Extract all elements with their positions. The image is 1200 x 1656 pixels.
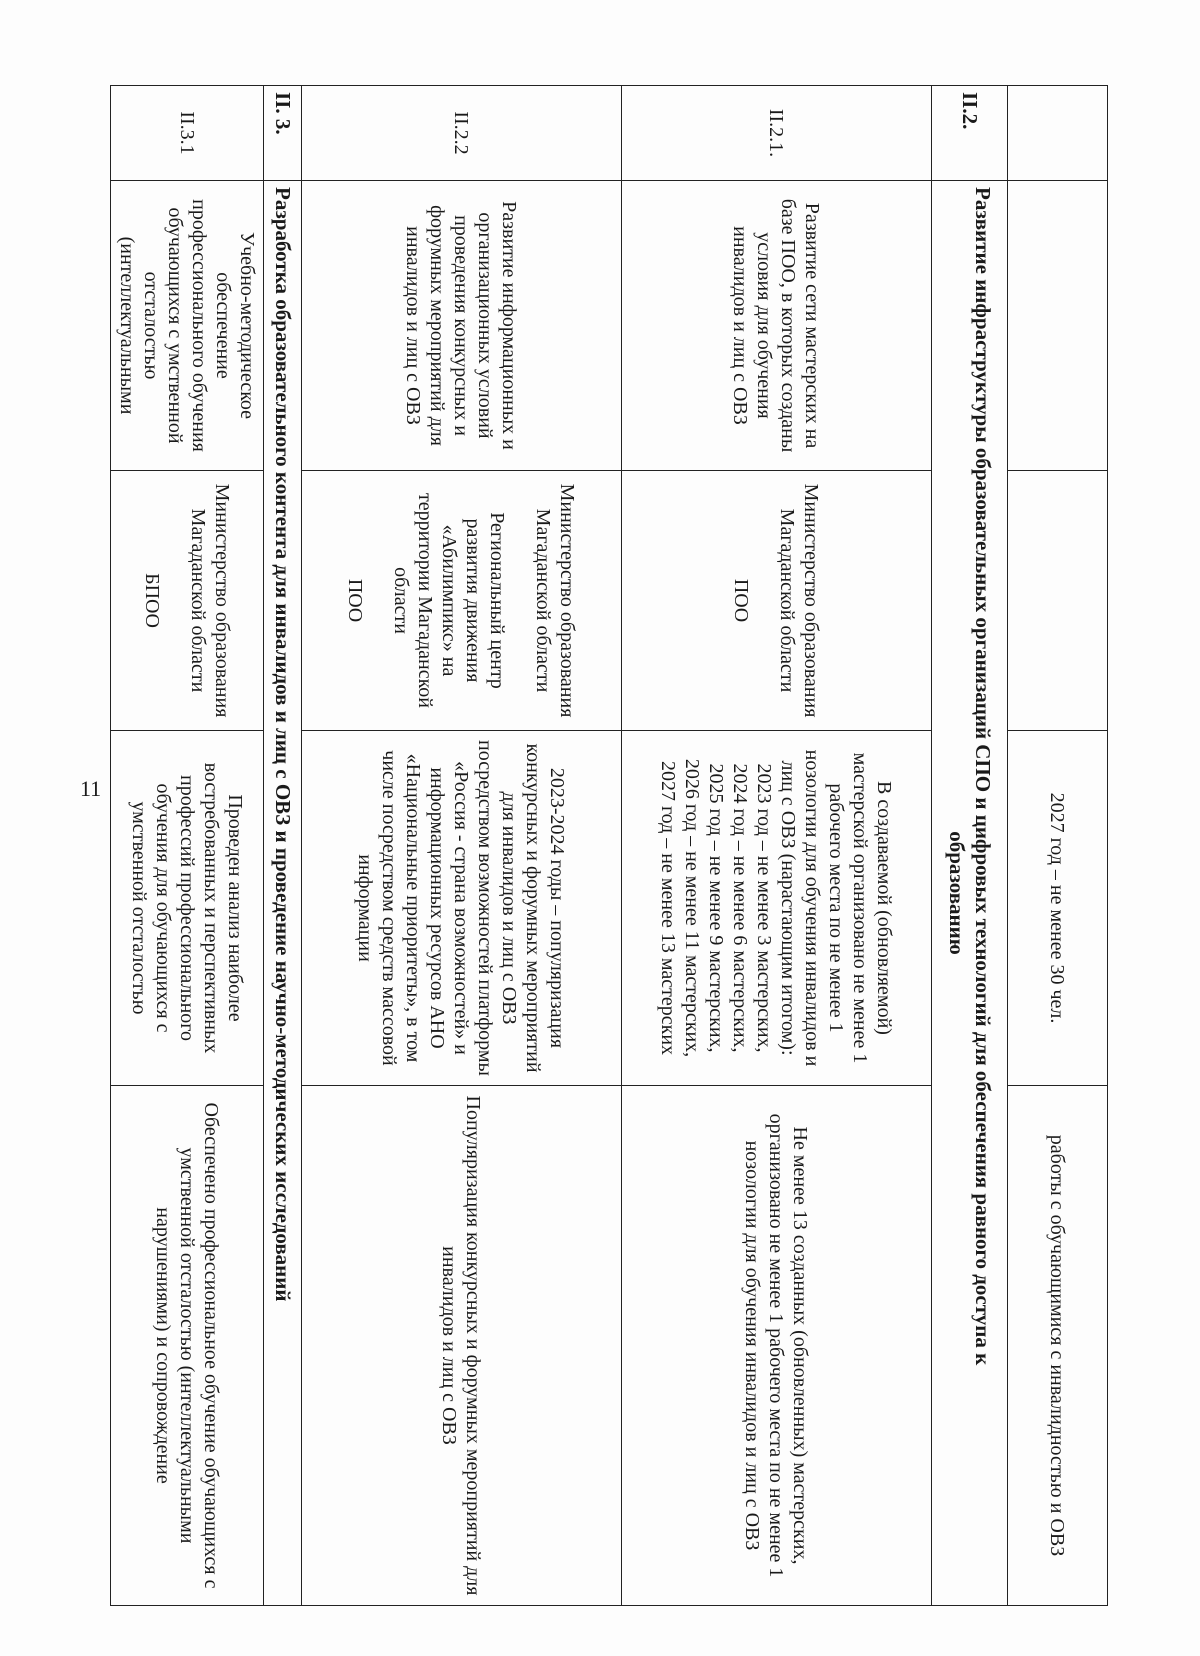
cell-executor	[302, 471, 622, 731]
cell-period: 2023-2024 годы – популяризация конкурсных и форумных мероприятий для инвалидов и лиц с ОВЗ посредством возможностей платформы «Россия - страна возможностей» и информационных ресурсов АНО «Национальные приоритеты», в том числе посредством средств массовой информации	[302, 731, 622, 1086]
period-line: 2026 год – не менее 11 мастерских,	[681, 758, 704, 1058]
executor-poo: ПОО	[344, 578, 367, 623]
section-row-2-3	[264, 86, 302, 1606]
cell-empty	[1008, 181, 1108, 471]
section-title-line1: Развитие инфраструктуры образовательных организаций СПО и цифровых технологий для обеспечения равного доступа к	[970, 187, 995, 1366]
cell-result: Не менее 13 созданных (обновленных) мастерских, организовано не менее 1 рабочего места по не менее 1 нозологии для обучения инвалидов и лиц с ОВЗ	[622, 1086, 932, 1606]
period-line: 2023 год – не менее 3 мастерских,	[753, 763, 776, 1053]
cell-activity: Учебно-методическое обеспечение профессионального обучения обучающихся с умственной отсталостью (интеллектуальными	[111, 181, 264, 471]
section-row-2-2	[932, 86, 1008, 1606]
period-line: 2025 год – не менее 9 мастерских,	[705, 763, 728, 1053]
cell-executor	[111, 471, 264, 731]
section-number: II. 3.	[264, 86, 302, 181]
period-line: 2024 год – не менее 6 мастерских,	[729, 763, 752, 1053]
section-number: II.2.	[932, 86, 1008, 181]
table-row-2-2-2	[302, 86, 622, 1606]
rotated-table-page	[88, 15, 1108, 1645]
cell-executor	[622, 471, 932, 731]
period-intro: В создаваемой (обновляемой) мастерской организовано не менее 1 рабочего места по не менее 1 нозологии для обучения инвалидов и лиц с ОВЗ (нарастающим итогом):	[777, 749, 896, 1067]
page-number: 11	[80, 776, 102, 801]
section-title	[932, 181, 1008, 1606]
executor-ministry: Министерство образования Магаданской области	[776, 483, 823, 718]
cell-empty	[1008, 471, 1108, 731]
cell-result: работы с обучающимися с инвалидностью и ОВЗ	[1008, 1086, 1108, 1606]
program-table	[110, 85, 1108, 1606]
cell-activity: Развитие информационных и организационных условий проведения конкурсных и форумных мероприятий для инвалидов и лиц с ОВЗ	[302, 181, 622, 471]
row-number: II.3.1	[111, 86, 264, 181]
table-row-2-2-1	[622, 86, 932, 1606]
executor-bpoo: БПОО	[141, 573, 163, 628]
executor-abilympics-center: Региональный центр развития движения «Абилимпикс» на территории Магаданской области	[390, 493, 509, 708]
cell-empty	[1008, 86, 1108, 181]
section-title: Разработка образовательного контента для инвалидов и лиц с ОВЗ и проведение научно-методических исследований	[264, 181, 302, 1606]
section-title-line2: образованию	[945, 831, 970, 955]
table-row-top	[1008, 86, 1108, 1606]
cell-result: Популяризация конкурсных и форумных мероприятий для инвалидов и лиц с ОВЗ	[302, 1086, 622, 1606]
period-line: 2027 год – не менее 13 мастерских	[657, 760, 680, 1056]
cell-period	[622, 731, 932, 1086]
cell-period: 2027 год – не менее 30 чел.	[1008, 731, 1108, 1086]
table-row-2-3-1	[111, 86, 264, 1606]
cell-activity: Развитие сети мастерских на базе ПОО, в которых созданы условия для обучения инвалидов и лиц с ОВЗ	[622, 181, 932, 471]
period-lines	[657, 737, 777, 1079]
row-number: II.2.1.	[622, 86, 932, 181]
cell-result: Обеспечено профессиональное обучение обучающихся с умственной отсталостью (интеллектуальными нарушениями) и сопровождение	[111, 1086, 264, 1606]
cell-period: Проведен анализ наиболее востребованных и перспективных профессий профессионального обучения для обучающихся с умственной отсталостью	[111, 731, 264, 1086]
executor-ministry: Министерство образования Магаданской области	[187, 483, 233, 718]
executor-poo: ПОО	[730, 578, 753, 623]
row-number: II.2.2	[302, 86, 622, 181]
executor-ministry: Министерство образования Магаданской области	[532, 483, 579, 718]
